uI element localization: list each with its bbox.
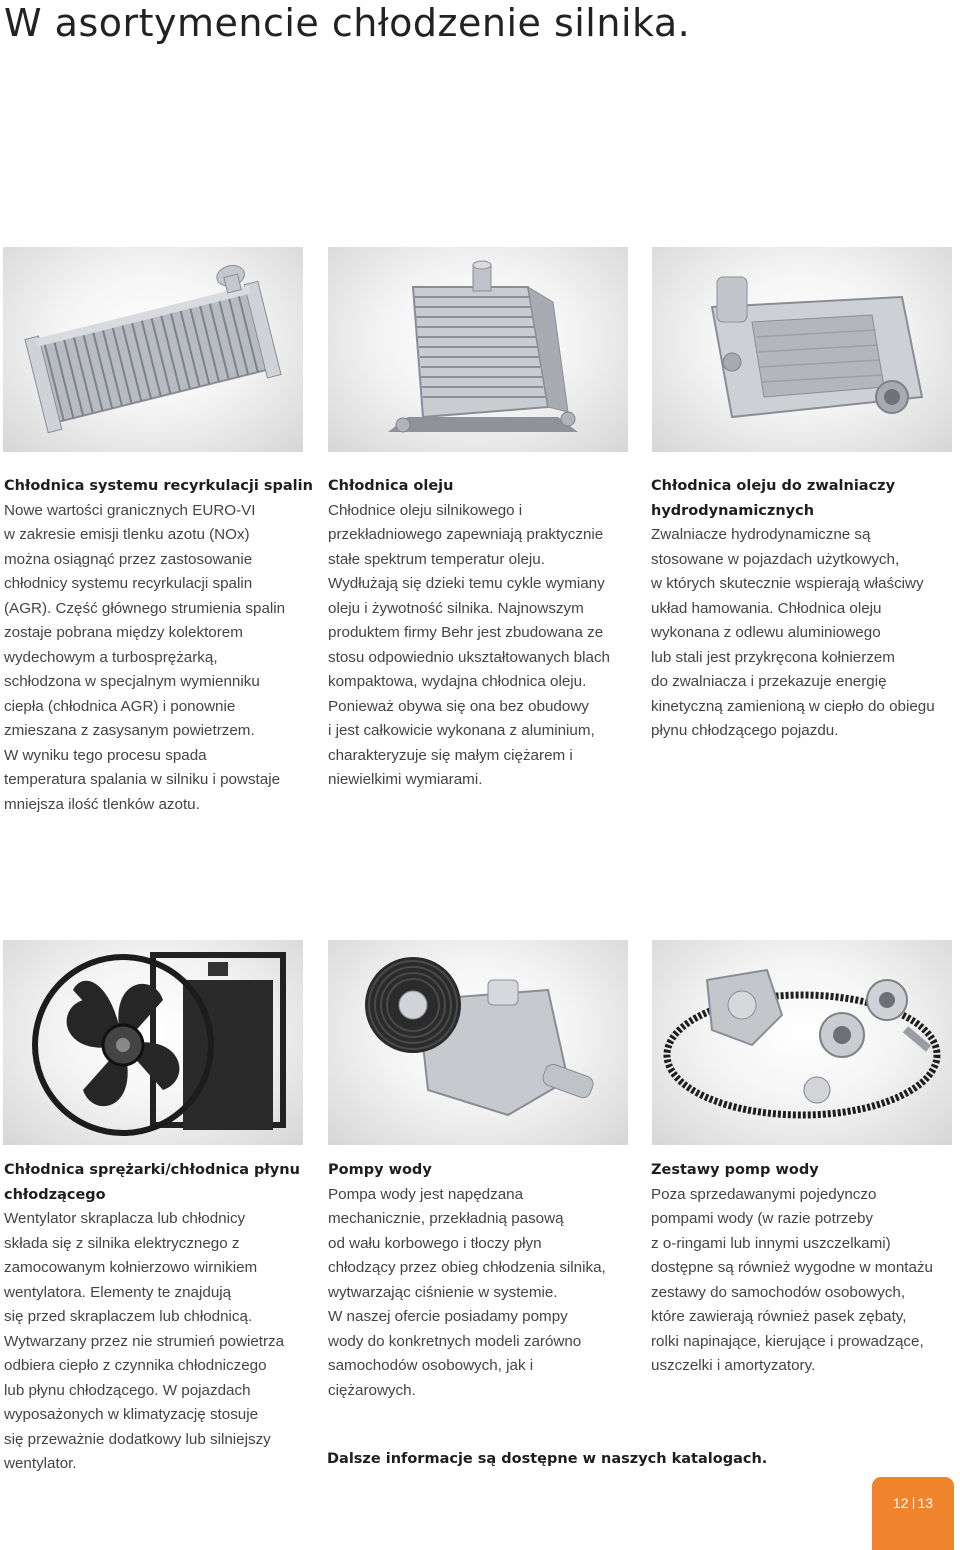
page-number-badge [872,1477,954,1550]
product-retarder-oil-cooler [651,474,960,744]
condenser-fan-image [3,940,303,1145]
product-water-pump-kit [651,1158,960,1379]
product-title: Chłodnica sprężarki/chłodnica płynu chłodzącego [4,1162,300,1203]
product-description: Wentylator skraplacza lub chłodnicy składa się z silnika elektrycznego z zamocowanym kołnierzowo wirnikiem wentylatora. Elementy te znajdują się przed skraplaczem lub chłodnicą. Wytwarzany przez nie strumień powietrza odbiera ciepło z czynnika chłodniczego lub płynu chłodzącego. W pojazdach wyposażonych w klimatyzację stosuje się przeważnie dodatkowy lub silniejszy wentylator. [4,1210,285,1472]
page-title: W asortymencie chłodzenie silnika. [4,1,691,45]
page-number-left: 12 [892,1495,909,1511]
water-pump-kit-image [652,940,952,1145]
product-title: Chłodnica systemu recyrkulacji spalin [4,478,313,494]
egr-cooler-image [3,247,303,452]
product-title: Pompy wody [328,1162,432,1178]
product-title: Chłodnica oleju do zwalniaczy hydrodynamicznych [651,478,896,519]
product-title: Zestawy pomp wody [651,1162,819,1178]
product-oil-cooler [328,474,638,793]
water-pump-image [328,940,628,1145]
product-description: Poza sprzedawanymi pojedynczo pompami wody (w razie potrzeby z o-ringami lub innymi uszczelkami) dostępne są również wygodne w montażu zestawy do samochodów osobowych, które zawierają również pasek zębaty, rolki napinające, kierujące i prowadzące, uszczelki i amortyzatory. [651,1185,933,1374]
product-description: Chłodnice oleju silnikowego i przekładniowego zapewniają praktycznie stałe spektrum temperatur oleju. Wydłużają się dzieki temu cykle wymiany oleju i żywotność silnika. Najnowszym produktem firmy Behr jest zbudowana ze stosu odpowiednio ukształtowanych blach kompaktowa, wydajna chłodnica oleju. Ponieważ obywa się ona bez obudowy i jest całkowicie wykonana z aluminium, charakteryzuje się małym ciężarem i niewielkimi wymiarami. [328,501,610,788]
retarder-oil-cooler-image [652,247,952,452]
product-title: Chłodnica oleju [328,478,454,494]
product-description: Nowe wartości granicznych EURO-VI w zakresie emisji tlenku azotu (NOx) można osiągnąć przez zastosowanie chłodnicy systemu recyrkulacji spalin (AGR). Część głównego strumienia spalin zostaje pobrana między kolektorem wydechowym a turbosprężarką, schłodzona w specjalnym wymienniku ciepła (chłodnica AGR) i ponownie zmieszana z zasysanym powietrzem. W wyniku tego procesu spada temperatura spalania w silniku i powstaje mniejsza ilość tlenków azotu. [4,501,286,813]
product-condenser-fan [4,1158,304,1477]
product-description: Zwalniacze hydrodynamiczne są stosowane w pojazdach użytkowych, w których skutecznie wspierają właściwy układ hamowania. Chłodnica oleju wykonana z odlewu aluminiowego lub stali jest przykręcona kołnierzem do zwalniacza i przekazuje energię kinetyczną zamienioną w ciepło do obiegu płynu chłodzącego pojazdu. [651,526,935,739]
oil-cooler-image [328,247,628,452]
catalog-note: Dalsze informacje są dostępne w naszych katalogach. [327,1451,768,1467]
page-number-right: 13 [917,1495,934,1511]
product-water-pump [328,1158,638,1403]
product-egr-cooler [4,474,314,817]
page-number-divider [913,1497,914,1509]
product-description: Pompa wody jest napędzana mechanicznie, przekładnią pasową od wału korbowego i tłoczy płyn chłodzący przez obieg chłodzenia silnika, wytwarzając ciśnienie w systemie. W naszej ofercie posiadamy pompy wody do konkretnych modeli zarówno samochodów osobowych, jak i ciężarowych. [328,1185,606,1399]
